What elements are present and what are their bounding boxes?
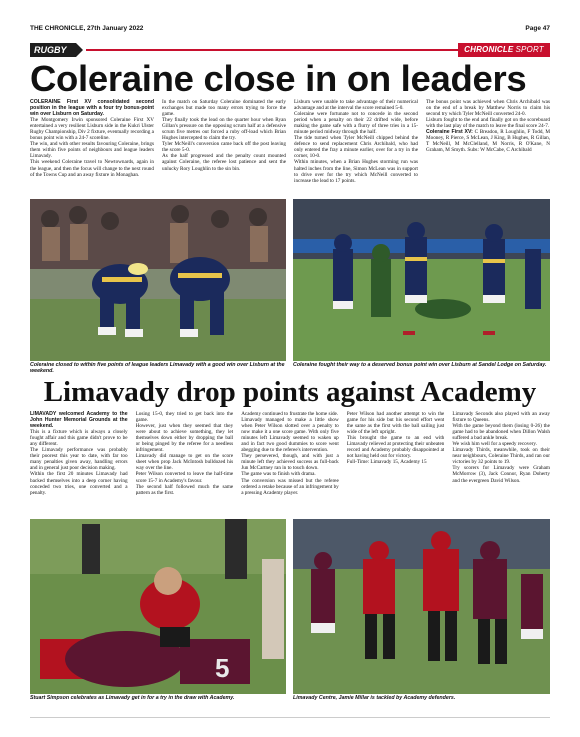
story2-paragraph: Limavady Thirds, meanwhile, took on their near neighbours, Coleraine Thirds, and ran our victories by 32 points to 19.	[452, 447, 550, 466]
photo-limavady-tackle	[293, 519, 550, 694]
story2-paragraph: Academy continued to frustrate the home side.	[241, 411, 339, 417]
story2-body	[30, 411, 550, 517]
story2-col-1	[30, 411, 128, 517]
story1-paragraph: Lisburn were unable to take advantage of their numerical advantage and at the interval the score remained 5-0.	[294, 99, 418, 112]
section-chevron	[76, 43, 83, 57]
section-label-rugby: RUGBY	[30, 43, 76, 57]
story1-paragraph: The tide turned when Tyler McNeill chipped behind the defence to send replacement Chris Archibald, who had only entered the fray a minute earlier, over for a try in the corner, 10-0.	[294, 135, 418, 160]
story1-col-1	[30, 99, 154, 196]
photo-coleraine-try	[293, 199, 550, 361]
story1-headline: Coleraine close in on leaders	[30, 58, 527, 99]
story2-paragraph: However, just when they seemed that they were about to achieve something, they let themselves down either by dropping the ball or being pinged by the referee for a needless infringement.	[135, 423, 234, 454]
badge-chronicle: CHRONICLE	[464, 45, 514, 54]
story2-paragraph: This is a fixture which is always a closely fought affair and this game didn't prove to be any different.	[30, 429, 128, 448]
story1-paragraph: In the match on Saturday Coleraine dominated the early exchanges but made too many errors trying to force the game.	[162, 99, 286, 118]
story2-lead: LIMAVADY welcomed Academy to the John Hunter Memorial Grounds at the weekend.	[30, 411, 128, 430]
story2-col-5	[452, 411, 550, 517]
story2-paragraph: Losing 15-0, they tried to get back into the game.	[135, 411, 234, 424]
badge-sport: SPORT	[515, 45, 544, 54]
team-list	[426, 129, 550, 153]
story1-col-2	[162, 99, 286, 196]
story1-col-4	[426, 99, 550, 196]
section-divider	[86, 49, 458, 51]
story1-paragraph: This weekend Coleraine travel to Newtownards, again in the league, and then the focus will change to the next round of the Towns Cup and an away fixture in Monaghan.	[30, 159, 154, 178]
caption-bottom-right: Limavady Centre, Jamie Millar is tackled by Academy defenders.	[293, 695, 456, 701]
story2-col-4	[347, 411, 445, 517]
story2-paragraph: Peter Wilson converted to leave the half-time score 15-7 in Academy's favour.	[135, 471, 234, 484]
story2-paragraph: Try scorers for Limavady were Graham McMorrow (3), Jack Connor, Ryan Doherty and the evergreen David Wilson.	[452, 465, 550, 484]
story1-paragraph: They finally took the lead on the quarter hour when Ryan Gillan's pressure on the opposing scrum half at a defensive scrum five metres out forced a ruby off-load which Brian Hughes intercepted to claim the try.	[162, 117, 286, 142]
page-number: Page 47	[525, 24, 550, 32]
story1-body	[30, 99, 550, 196]
story2-paragraph: Limavady Seconds also played with an away fixture to Queens.	[452, 411, 550, 424]
story2-paragraph: The game was to finish with drama.	[241, 471, 316, 478]
story1-paragraph: Coleraine were fortunate not to concede in the second period when a penalty on their 22 drifted wide, before making the game safe with a flurry of three tries in a 15-minute period midway through the half.	[294, 111, 418, 136]
story2-paragraph: Peter Wilson had another attempt to win the game for his side but his second effort went the same as the first with the ball sailing just wide of the left upright.	[346, 411, 445, 436]
team-list-names: C Breadon, R Loughlin, F Todd, M Mooney, R Pierce, S McLean, J King, B Hughes, R Gillan, T McNeill, M McClelland, M Norris, R O'Kane, N Graham, M Smyth. Subs: W McCabe, C Archibald	[426, 129, 550, 154]
svg-text:5: 5	[215, 653, 230, 683]
story2-paragraph: Limavady did manage to get on the score sheet when prop Jack McIntosh bulldozed his way over the line.	[135, 453, 234, 472]
chronicle-sport-badge	[458, 43, 550, 57]
story1-paragraph: The Montgomery Irwin sponsored Coleraine First XV entertained a very resilient Lisburn side in the Kukri Ulster Rugby Championship, Div 2 fixture, eventually recording a bonus point win with a 24-7 scoreline.	[30, 117, 154, 142]
story2-paragraph: Full-Time: Limavady 15, Academy 15	[346, 459, 427, 466]
story1-paragraph: Tyler McNeill's conversion came back off the post leaving the score 5-0.	[162, 141, 286, 154]
story1-paragraph: Lisburn fought to the end and finally got on the scoreboard with the last play of the match to leave the final score 24-7.	[426, 117, 550, 130]
caption-bottom-left: Stuart Simpson celebrates as Limavady get in for a try in the draw with Academy.	[30, 695, 235, 701]
story2-paragraph: The second half followed much the same pattern as the first.	[135, 483, 234, 496]
story2-paragraph: With the game beyond them (losing 0-26) the game had to be abandoned when Dillon Walsh suffered a bad ankle break.	[452, 423, 550, 442]
team-list-label: Coleraine First XV:	[426, 129, 473, 136]
story1-col-3	[294, 99, 418, 196]
page-header	[30, 22, 550, 34]
caption-top-left: Coleraine closed to within five points of league leaders Limavady with a good win over Lisburn at the weekend.	[30, 362, 285, 375]
page-footer-rule	[30, 717, 550, 718]
story1-paragraph: The bonus point was achieved when Chris Archibald was on the end of a break by Matthew Norris to claim his second try which Tyler McNeill converted 24-0.	[426, 99, 550, 118]
story2-paragraph: They persevered, though, and with just a minute left they achieved success as full-back Jun McCartney ran in to touch down.	[241, 453, 339, 472]
story2-headline: Limavady drop points against Academy	[43, 376, 537, 408]
story2-col-2	[136, 411, 234, 517]
story2-paragraph: We wish him well for a speedy recovery.	[452, 441, 537, 448]
story1-paragraph: The win, and with other results favouring Coleraine, brings them within five points of neighbours and league leaders Limavady.	[30, 141, 154, 160]
story1-lead: COLERAINE First XV consolidated second position in the league with a four try bonus-point win over Lisburn on Saturday.	[30, 99, 154, 118]
photo-coleraine-scrum	[30, 199, 286, 361]
story2-paragraph: The conversion was missed but the referee ordered a retake because of an infringement by a pressing Academy player.	[241, 477, 339, 496]
story2-paragraph: Limavady managed to make a little show when Peter Wilson slotted over a penalty to now make it a one score game. With only five minutes left Limavady seemed to waken up and in fact two good dummies to score went abegging due to the referee's intervention.	[241, 417, 339, 454]
caption-top-right: Coleraine fought their way to a deserved bonus point win over Lisburn at Sandel Lodge on Saturday.	[293, 362, 547, 368]
publication-date: THE CHRONICLE, 27th January 2022	[30, 24, 144, 32]
story1-paragraph: Within minutes, when a Brian Hughes storming run was halted inches from the line, Simon McLean was in support to drive over for the try which McNeill converted to increase the lead to 17 points.	[294, 159, 418, 184]
story2-col-3	[241, 411, 339, 517]
story2-paragraph: Within the first 20 minutes Limavady had backed themselves into a deep corner having conceded two tries, one converted and a penalty.	[30, 471, 128, 496]
story2-paragraph: The Limavady performance was probably their poorest this year to date, with far too many penalties given away, handling errors and in general just poor decision making.	[30, 447, 128, 472]
story2-paragraph: This brought the game to an end with Limavady relieved at protecting their unbeaten record and Academy probably disappointed at not having held out for victory.	[346, 435, 445, 460]
story1-paragraph: As the half progressed and the penalty count mounted against Coleraine, the referee lost patience and sent the unlucky Rory Loughlin to the sin bin.	[162, 153, 286, 172]
photo-limavady-celebration	[30, 519, 286, 694]
section-band	[30, 43, 550, 57]
